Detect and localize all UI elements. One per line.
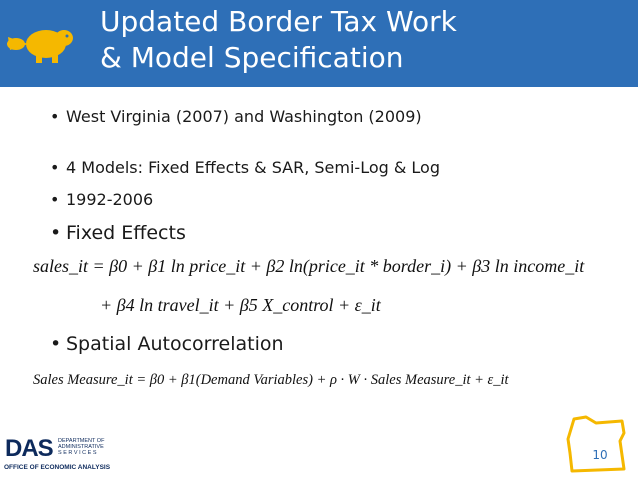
bullet-glyph: • <box>50 333 62 355</box>
spatial-equation: Sales Measure_it = β0 + β1(Demand Variables) + ρ · W · Sales Measure_it + ε_it <box>33 372 509 388</box>
bullet-years-text: 1992-2006 <box>66 190 154 209</box>
bullet-models-text: 4 Models: Fixed Effects & SAR, Semi-Log & Log <box>66 158 440 177</box>
bullet-spatial-text: Spatial Autocorrelation <box>66 333 284 355</box>
bullet-glyph: • <box>50 158 60 177</box>
bullet-years <box>50 190 153 209</box>
slide-title <box>100 4 620 76</box>
das-department-text: DEPARTMENT OF ADMINISTRATIVE S E R V I C E S <box>58 438 105 456</box>
bullet-glyph: • <box>50 107 60 126</box>
bullet-states-text: West Virginia (2007) and Washington (2009) <box>66 107 422 126</box>
page-number: 10 <box>592 448 608 462</box>
bullet-fixed-effects-text: Fixed Effects <box>66 222 186 244</box>
beaver-icon <box>6 17 76 67</box>
slide-header <box>0 0 638 87</box>
bullet-fixed-effects <box>50 222 186 244</box>
fixed-effects-equation-line1: sales_it = β0 + β1 ln price_it + β2 ln(price_it * border_i) + β3 ln income_it <box>33 256 585 276</box>
office-label: OFFICE OF ECONOMIC ANALYSIS <box>4 464 111 471</box>
slide-title-line2: & Model Specification <box>100 41 404 74</box>
oregon-state-icon <box>566 413 630 475</box>
bullet-spatial <box>50 333 284 355</box>
bullet-glyph: • <box>50 190 60 209</box>
das-logo: DAS <box>5 435 53 462</box>
bullet-glyph: • <box>50 222 62 244</box>
fixed-effects-equation-line2: + β4 ln travel_it + β5 X_control + ε_it <box>100 295 381 315</box>
bullet-states <box>50 107 422 126</box>
slide-title-line1: Updated Border Tax Work <box>100 5 457 38</box>
bullet-models <box>50 158 440 177</box>
